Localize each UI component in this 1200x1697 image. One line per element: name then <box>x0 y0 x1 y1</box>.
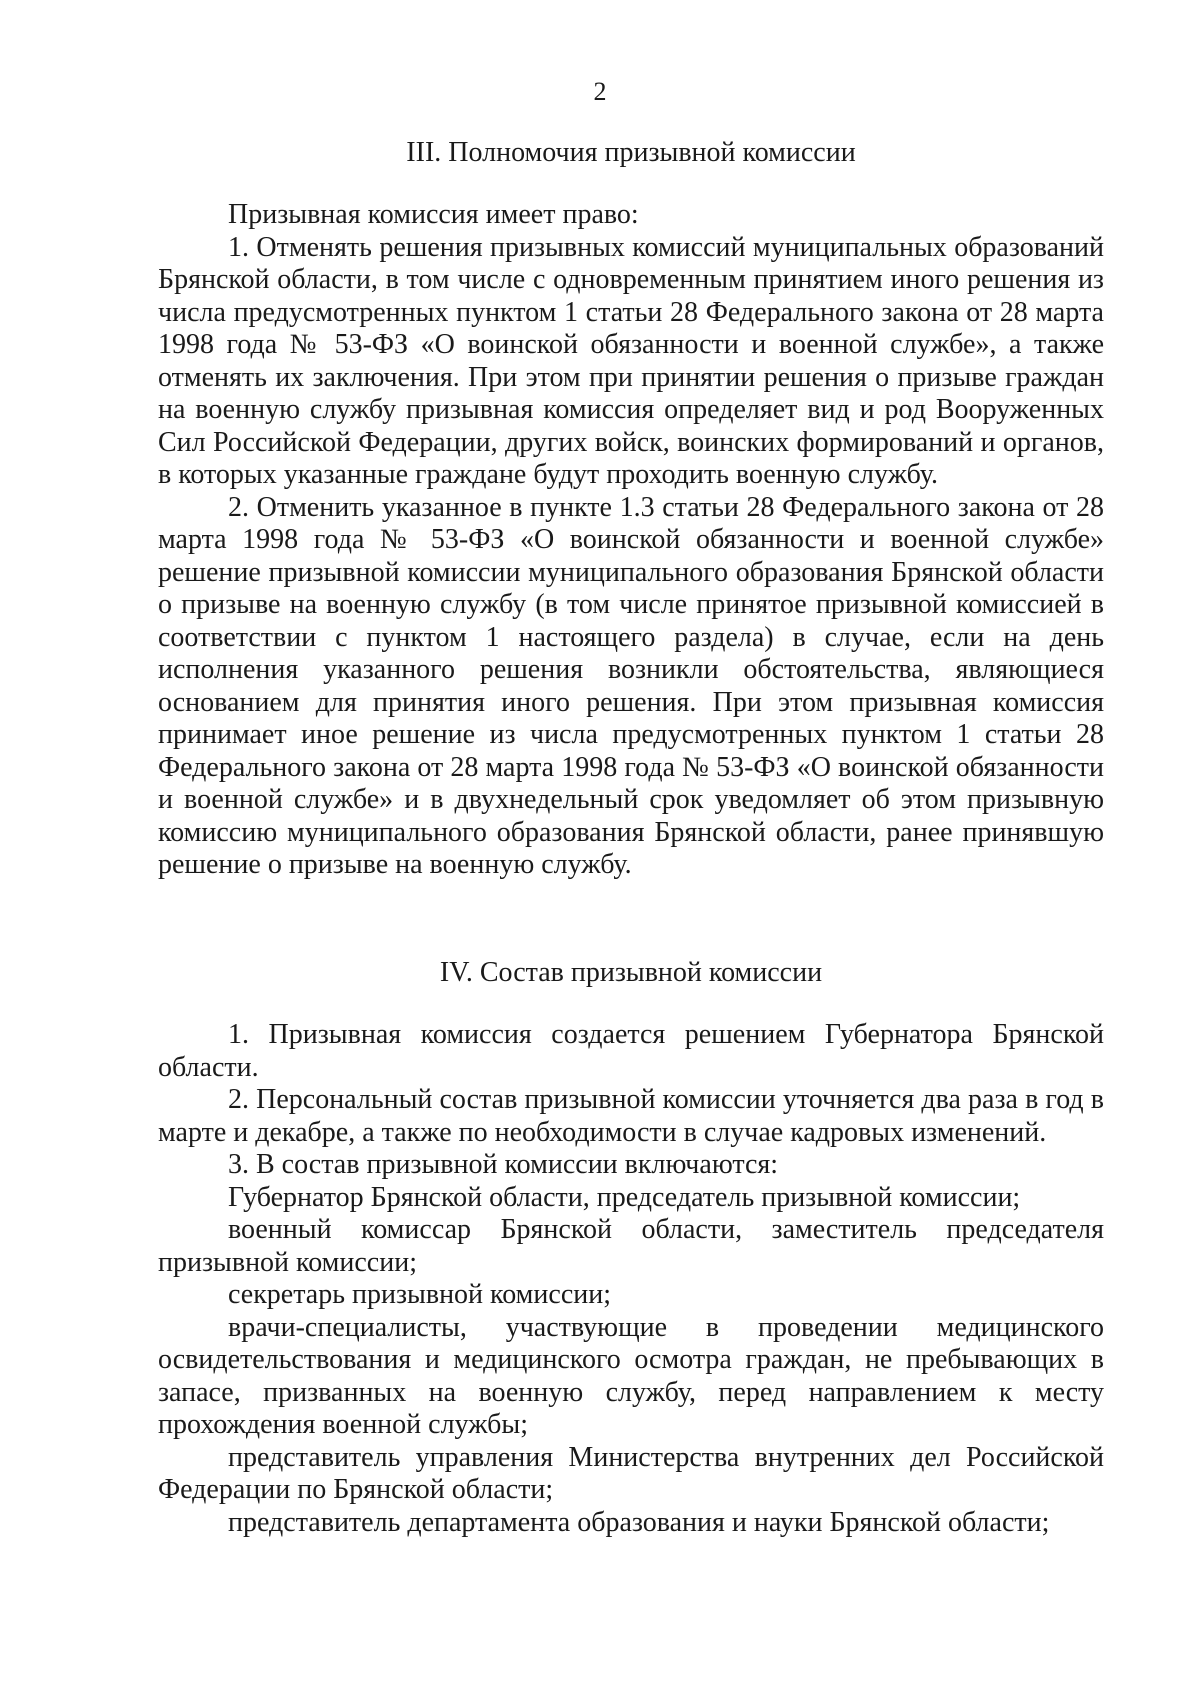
section-4-paragraph-6: секретарь призывной комиссии; <box>228 1279 611 1310</box>
section-4-paragraph-2: 2. Персональный состав призывной комиссии уточняется два раза в год в марте и декабре, а также по необходимости в случае кадровых изменений. <box>158 1084 1104 1148</box>
section-4-paragraph-1: 1. Призывная комиссия создается решением Губернатора Брянской области. <box>158 1019 1104 1083</box>
section-3-body <box>158 199 1104 882</box>
section-4-paragraph-3: 3. В состав призывной комиссии включаются: <box>228 1149 779 1180</box>
section-3-paragraph-1: 1. Отменять решения призывных комиссий муниципальных образований Брянской области, в том числе с одновременным принятием иного решения из числа предусмотренных пунктом 1 статьи 28 Федерального закона от 28 марта 1998 года № 53-ФЗ «О воинской обязанности и военной службе», а также отменять их заключения. При этом при принятии решения о призыве граждан на военную службу призывная комиссия определяет вид и род Вооруженных Сил Российской Федерации, других войск, воинских формирований и органов, в которых указанные граждане будут проходить военную службу. <box>158 231 1104 490</box>
section-4-title: IV. Состав призывной комиссии <box>439 957 823 988</box>
page-number: 2 <box>593 77 607 106</box>
section-4-paragraph-5: военный комиссар Брянской области, заместитель председателя призывной комиссии; <box>158 1214 1104 1278</box>
section-4-paragraph-7: врачи-специалисты, участвующие в проведении медицинского освидетельствования и медицинского осмотра граждан, не пребывающих в запасе, призванных на военную службу, перед направлением к месту прохождения военной службы; <box>158 1311 1104 1440</box>
section-4-paragraph-8: представитель управления Министерства внутренних дел Российской Федерации по Брянской области; <box>158 1441 1104 1505</box>
section-4-paragraph-4: Губернатор Брянской области, председатель призывной комиссии; <box>228 1181 1021 1213</box>
section-4-paragraph-9: представитель департамента образования и науки Брянской области; <box>228 1506 1050 1538</box>
section-3-title: III. Полномочия призывной комиссии <box>406 137 856 168</box>
section-4-body <box>158 1019 1104 1539</box>
section-3-paragraph-2: 2. Отменить указанное в пункте 1.3 статьи 28 Федерального закона от 28 марта 1998 года № 53-ФЗ «О воинской обязанности и военной службе» решение призывной комиссии муниципального образования Брянской области о призыве на военную службу (в том числе принятое призывной комиссией в соответствии с пунктом 1 настоящего раздела) в случае, если на день исполнения указанного решения возникли обстоятельства, являющиеся основанием для принятия иного решения. При этом призывная комиссия принимает иное решение из числа предусмотренных пунктом 1 статьи 28 Федерального закона от 28 марта 1998 года № 53-ФЗ «О воинской обязанности и военной службе» и в двухнедельный срок уведомляет об этом призывную комиссию муниципального образования Брянской области, ранее принявшую решение о призыве на военную службу. <box>158 491 1104 880</box>
section-3-intro: Призывная комиссия имеет право: <box>228 199 639 230</box>
